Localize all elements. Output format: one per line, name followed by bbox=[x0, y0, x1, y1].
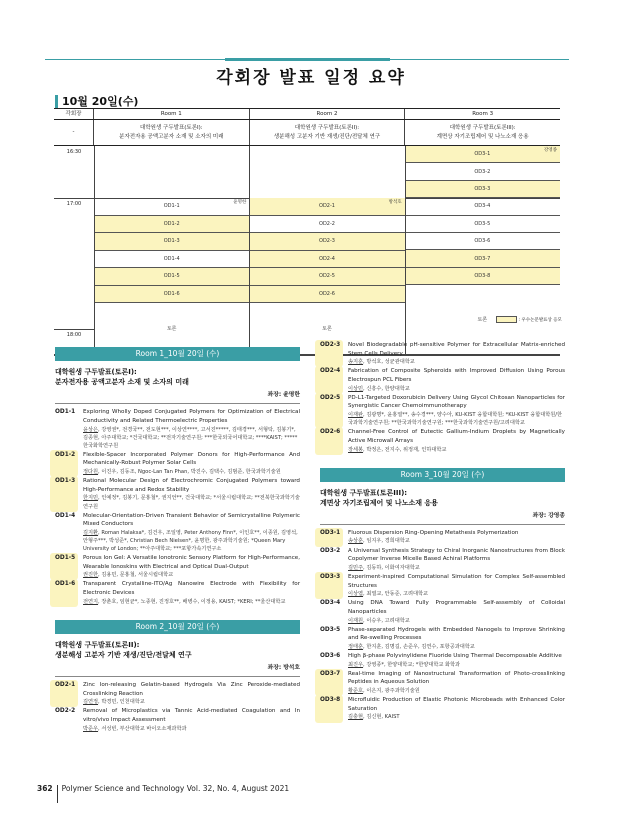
slot-code: OD2-5 bbox=[319, 273, 335, 280]
talk-entry bbox=[320, 626, 565, 651]
session-title-line1: 대학원생 구두발표(토론III): bbox=[320, 488, 408, 497]
talk-title: Fluorous Dispersion Ring-Opening Metathesis Polymerization bbox=[348, 529, 519, 536]
talk-authors bbox=[83, 468, 300, 476]
slot-code: OD1-1 bbox=[163, 203, 180, 210]
talk-code: OD1-6 bbox=[55, 580, 83, 605]
schedule-slot[interactable] bbox=[94, 286, 249, 304]
presenter-name: 김민주 bbox=[348, 564, 364, 571]
talk-body bbox=[83, 554, 300, 579]
talk-code: OD1-2 bbox=[55, 451, 83, 476]
talk-title: Flexible-Spacer Incorporated Polymer Donors for High-Performance And Mechanically-Robust Polymer Solar Cells bbox=[83, 451, 300, 467]
presenter-name: 한지민 bbox=[83, 495, 99, 502]
session-room-1 bbox=[94, 120, 250, 145]
schedule-slot[interactable] bbox=[249, 286, 404, 304]
slot-code: 토론 bbox=[477, 317, 488, 324]
talk-body bbox=[83, 681, 300, 706]
talk-code: OD3-3 bbox=[320, 573, 348, 598]
coauthors: , 김광명*, 윤홍열**, 송수경***, 양수아, KU-KIST 융합대학원; *KU-KIST 융합대학원/한국과학기술연구원; **한국과학기술연구원; ***한국과학기술연구원/고려대학교 bbox=[348, 412, 563, 427]
coauthors: , 서성빈, 부산대학교 바이오소재과학과 bbox=[98, 725, 187, 732]
coauthors: , 김동하, 이화여자대학교 bbox=[363, 564, 420, 571]
page-title: 각회장 발표 일정 요약 bbox=[216, 68, 406, 88]
presenter-name: 정다원 bbox=[83, 469, 99, 476]
schedule-slot[interactable] bbox=[94, 216, 249, 234]
talk-entry bbox=[55, 512, 300, 554]
talk-code: OD3-1 bbox=[320, 529, 348, 546]
schedule-slot[interactable] bbox=[405, 216, 560, 233]
date-heading-text: 10월 20일(수) bbox=[62, 95, 139, 108]
talk-title: Rational Molecular Design of Electrochromic Conjugated Polymers toward High-Performance and Redox Stability bbox=[83, 478, 300, 493]
presenter-name: 윤상은 bbox=[83, 426, 99, 433]
talk-body bbox=[348, 341, 565, 366]
coauthors: , 강영권*, 전경국**, 전도현***, 이상연****, 고서진*****, 김태경***, 서형탁, 김봉기*, 김종현, 아주대학교; *건국대학교; **전자기술연구원; ***한국외국어대학교; ****KAIST; *****한국화학연구원 bbox=[83, 426, 298, 449]
talk-authors bbox=[83, 598, 300, 606]
talk-code: OD1-5 bbox=[55, 554, 83, 579]
talk-title: High β-phase Polyvinylidene Fluoride Using Thermal Decomposable Additive bbox=[348, 653, 562, 660]
talk-title: Microfluidic Production of Elastic Photonic Microbeads with Enhanced Color Saturation bbox=[348, 697, 565, 712]
talk-entry bbox=[320, 652, 565, 669]
presenter-name: 송지훈 bbox=[348, 359, 364, 366]
schedule-slot[interactable] bbox=[249, 216, 404, 234]
talk-authors bbox=[348, 411, 565, 427]
room-section-header bbox=[320, 468, 565, 525]
schedule-slot[interactable] bbox=[94, 198, 249, 216]
presenter-name: 김연정 bbox=[83, 699, 99, 706]
talk-authors bbox=[83, 494, 300, 510]
coauthors: , 박경민, 인천대학교 bbox=[98, 699, 145, 706]
slot-code: OD3-5 bbox=[474, 220, 491, 227]
talk-title: Porous Ion Gel: A Versatile Ionotronic Sensory Platform for High-Performance, Wearable Ionoskins with Electrical and Optical Dual-Output bbox=[83, 555, 300, 570]
legend bbox=[496, 316, 563, 323]
talk-code: OD3-2 bbox=[320, 547, 341, 554]
talk-title: Phase-separated Hydrogels with Embedded Nanogels to Improve Shrinking and Re-swelling Processes bbox=[348, 626, 565, 642]
legend-text: : 우수논문발표상 응모 bbox=[518, 317, 562, 323]
header-room-1: Room 1 bbox=[94, 109, 250, 119]
grid-divider bbox=[249, 146, 250, 354]
talk-entry bbox=[320, 428, 565, 453]
session-title-line2: 생분해성 고분자 기반 재생/진단/전달체 연구 bbox=[55, 650, 192, 659]
coauthors: , 이승우, 고려대학교 bbox=[363, 617, 410, 624]
talk-authors bbox=[348, 661, 565, 669]
presenter-name: 김충현 bbox=[348, 714, 364, 721]
talk-body bbox=[83, 451, 300, 476]
right-column bbox=[320, 341, 565, 723]
schedule-slot[interactable] bbox=[249, 233, 404, 251]
slot-code: OD2-6 bbox=[319, 290, 335, 297]
schedule-grid bbox=[54, 146, 560, 354]
session-chair: 좌장: 방석호 bbox=[55, 664, 300, 677]
talk-code: OD1-4 bbox=[55, 512, 76, 519]
page-number: 362 bbox=[37, 784, 53, 793]
talk-title: Experiment-inspired Computational Simulation for Complex Self-assembled Structures bbox=[348, 573, 565, 589]
slot-code: OD2-3 bbox=[319, 238, 335, 245]
slot-code: OD3-8 bbox=[474, 272, 491, 279]
talk-entry bbox=[55, 707, 300, 732]
talk-authors bbox=[83, 725, 300, 733]
talk-authors bbox=[83, 571, 300, 579]
talk-title: Real-time Imaging of Nanostructural Transformation of Photo-crosslinking Peptides in Aqueous Solution bbox=[348, 670, 565, 686]
talk-authors bbox=[348, 713, 565, 721]
session-label: - bbox=[54, 120, 94, 145]
slot-code: OD2-4 bbox=[319, 255, 335, 262]
schedule-slot[interactable] bbox=[94, 268, 249, 286]
coauthors: , 임지우, 경희대학교 bbox=[363, 538, 410, 545]
talk-authors bbox=[83, 698, 300, 706]
session-title-line2: 계면상 자기조립제어 및 나노소재 응용 bbox=[320, 498, 438, 507]
grid-divider bbox=[405, 146, 406, 354]
talk-body bbox=[348, 626, 565, 651]
talk-body bbox=[348, 696, 565, 721]
coauthors: , 장춘호, 임현균*, 노종현, 진정호**, 배병수, 이정용, KAIST; *KERI; **울산대학교 bbox=[98, 598, 286, 605]
time-1700: 17:00 bbox=[66, 201, 82, 207]
talk-authors bbox=[348, 537, 565, 545]
coauthors: , 강영종*, 한양대학교; *한양대학교 화학과 bbox=[363, 661, 461, 668]
slot-code: OD1-3 bbox=[163, 238, 180, 245]
talk-title: Fabrication of Composite Spheroids with Improved Diffusion Using Porous Electrospun PCL Fibers bbox=[348, 368, 565, 384]
schedule-slot[interactable] bbox=[249, 268, 404, 286]
session-room-3-line1: 대학원생 구두발표(토론III): bbox=[449, 125, 516, 132]
session-chair: 좌장: 윤명한 bbox=[55, 391, 300, 404]
talk-title: Transparent Crystalline-ITO/Ag Nanowire Electrode with Flexibility for Electronic Devices bbox=[83, 581, 300, 597]
time-1630: 16:30 bbox=[66, 149, 82, 155]
slot-code: OD1-4 bbox=[163, 255, 180, 262]
schedule-slot[interactable] bbox=[94, 251, 249, 269]
presenter-name: 이재원 bbox=[348, 617, 364, 624]
time-1800: 18:00 bbox=[66, 332, 82, 338]
coauthors: , 한지훈, 김명길, 손준우, 김연수, 포항공과대학교 bbox=[363, 643, 475, 650]
schedule-slot[interactable] bbox=[405, 163, 560, 180]
room-section-header bbox=[55, 620, 300, 677]
talk-entry bbox=[55, 580, 300, 605]
talk-authors bbox=[83, 529, 300, 553]
talk-body bbox=[83, 512, 300, 554]
talk-authors bbox=[348, 643, 565, 651]
talk-code: OD2-1 bbox=[55, 681, 83, 706]
room-banner: Room 3_10월 20일 (수) bbox=[320, 468, 565, 482]
talk-entry bbox=[55, 408, 300, 450]
grid-divider bbox=[94, 146, 95, 354]
talk-code: OD3-4 bbox=[320, 600, 341, 607]
slot-code: OD2-1 bbox=[319, 203, 335, 210]
talk-entry bbox=[320, 573, 565, 598]
coauthors: , 최열교, 안동준, 고려대학교 bbox=[363, 591, 429, 598]
slot-code: OD3-6 bbox=[474, 238, 491, 245]
slot-code: 토론 bbox=[166, 326, 177, 332]
talk-title: PD-L1-Targeted Doxorubicin Delivery Using Glycol Chitosan Nanoparticles for Synergistic Cancer Chemoimmunotherapy bbox=[348, 394, 565, 410]
schedule-slot[interactable] bbox=[94, 233, 249, 251]
talk-title: Exploring Wholly Doped Conjugated Polymers for Optimization of Electrical Conductivity and Related Thermoelectric Properties bbox=[83, 409, 300, 424]
schedule-table bbox=[54, 108, 560, 354]
journal-info: Polymer Science and Technology Vol. 32, No. 4, August 2021 bbox=[61, 784, 290, 793]
talk-code: OD2-3 bbox=[320, 341, 348, 366]
presenter-name: 권진한 bbox=[83, 572, 99, 579]
footer-separator bbox=[57, 785, 58, 803]
talk-title: Zinc Ion-releasing Gelatin-based Hydrogels Via Zinc Peroxide-mediated Crosslinking Reaction bbox=[83, 682, 300, 697]
schedule-slot[interactable] bbox=[405, 250, 560, 267]
schedule-slot[interactable] bbox=[249, 251, 404, 269]
slot-chair: 윤명한 bbox=[233, 200, 247, 205]
schedule-slot[interactable] bbox=[405, 198, 560, 215]
talk-title: A Universal Synthesis Strategy to Chiral Inorganic Nanostructures from Block Copolymer Inverse Micelle Based Achiral Platforms bbox=[348, 547, 565, 563]
talk-entry bbox=[320, 529, 565, 546]
room-banner: Room 1_10월 20일 (수) bbox=[55, 347, 300, 361]
talk-entry bbox=[320, 547, 565, 572]
talk-code: OD3-5 bbox=[320, 626, 341, 633]
header-room-3: Room 3 bbox=[472, 110, 494, 117]
talk-authors bbox=[348, 564, 565, 572]
schedule-header-row bbox=[54, 108, 560, 120]
presenter-name: 장세봉 bbox=[348, 446, 364, 453]
presenter-name: 최진우 bbox=[348, 661, 364, 668]
talk-entry bbox=[55, 554, 300, 579]
session-chair: 좌장: 강영종 bbox=[320, 512, 565, 525]
talk-authors bbox=[348, 590, 565, 598]
talk-authors bbox=[83, 426, 300, 450]
slot-code: OD2-2 bbox=[319, 220, 335, 227]
talk-body bbox=[83, 707, 300, 732]
talk-body bbox=[83, 408, 300, 450]
legend-swatch bbox=[496, 316, 517, 323]
talk-entry bbox=[55, 451, 300, 476]
coauthors: , 박정은, 전지수, 위정재, 인하대학교 bbox=[363, 446, 447, 453]
coauthors: , 인예정*, 김봉기, 문홍철*, 권지언**, 건국대학교; *서울시립대학교; **전북한국과학기술연구원 bbox=[83, 495, 300, 510]
left-column bbox=[55, 347, 300, 734]
slot-chair: 강영종 bbox=[543, 148, 557, 153]
room-banner: Room 2_10월 20일 (수) bbox=[55, 620, 300, 634]
talk-entry bbox=[320, 670, 565, 695]
talk-code: OD3-7 bbox=[320, 670, 348, 695]
date-heading bbox=[55, 93, 138, 109]
presenter-name: 이상엽 bbox=[348, 591, 364, 598]
session-room-3 bbox=[405, 120, 560, 145]
room-section-header bbox=[55, 347, 300, 404]
coauthors: , 김신현, KAIST bbox=[363, 714, 400, 721]
talk-title: Channel-Free Control of Eutectic Gallium-Indium Droplets by Magnetically Active Microwall Arrays bbox=[348, 429, 565, 444]
talk-title: Novel Biodegradable pH-sensitive Polymer for Extracellular Matrix-enriched Stem Cells Delivery bbox=[348, 342, 565, 357]
talk-body bbox=[83, 477, 300, 510]
slot-code: OD1-5 bbox=[163, 273, 180, 280]
slot-code: OD1-2 bbox=[163, 220, 180, 227]
session-title-line2: 분자전자용 공액고분자 소재 및 소자의 미래 bbox=[55, 378, 189, 387]
presenter-name: 박준우 bbox=[83, 725, 99, 732]
top-rule-accent bbox=[225, 58, 390, 61]
talk-authors bbox=[348, 617, 565, 625]
schedule-session-row bbox=[54, 120, 560, 146]
talk-code: OD2-4 bbox=[320, 367, 348, 392]
talk-title: Using DNA Toward Fully Programmable Self-assembly of Colloidal Nanoparticles bbox=[348, 600, 565, 615]
talk-body bbox=[348, 428, 565, 453]
talk-code: OD2-6 bbox=[320, 428, 348, 453]
talk-body bbox=[348, 367, 565, 392]
talk-code: OD3-8 bbox=[320, 696, 348, 721]
slot-code: OD3-1 bbox=[474, 151, 491, 158]
presenter-name: 이상민 bbox=[348, 385, 364, 392]
talk-entry bbox=[320, 599, 565, 624]
schedule-slot[interactable] bbox=[405, 181, 560, 198]
talk-code: OD2-5 bbox=[320, 394, 348, 427]
discussion-slot[interactable] bbox=[94, 304, 249, 354]
session-title-line1: 대학원생 구두발표(토론I): bbox=[55, 368, 137, 376]
talk-authors bbox=[348, 385, 565, 393]
presenter-name: 전연지 bbox=[83, 598, 99, 605]
talk-code: OD3-6 bbox=[320, 653, 341, 660]
talk-authors bbox=[348, 446, 565, 454]
slot-code: OD3-2 bbox=[474, 168, 491, 175]
session-room-3-line2: 계면상 자기조립제어 및 나노소재 응용 bbox=[436, 133, 529, 140]
talk-code: OD2-2 bbox=[55, 708, 76, 715]
heading-bar bbox=[55, 95, 58, 108]
session-title-line1: 대학원생 구두발표(토론II): bbox=[55, 640, 140, 649]
talk-entry bbox=[320, 341, 565, 366]
schedule-slot[interactable] bbox=[405, 268, 560, 285]
grid-line bbox=[54, 329, 94, 330]
coauthors: , 김용민, 문홍철, 서울시립대학교 bbox=[98, 572, 174, 579]
session-room-1-line2: 분자전자용 공액고분자 소재 및 소자의 미래 bbox=[119, 133, 224, 140]
slot-code: OD3-7 bbox=[474, 255, 491, 262]
talk-body bbox=[348, 573, 565, 598]
coauthors: , Roman Halaksa*, 김건우, 조일영, Peter Anthony Finn*, 이인호**, 이종원, 김영석, 안형주***, 박성준*, Christian Bech Nielsen*, 윤명한, 광주과학기술원; *Queen Mary University of London; **아주대학교; ***포항가속기연구소 bbox=[83, 529, 298, 553]
talk-body bbox=[83, 580, 300, 605]
presenter-name: 황준호 bbox=[348, 688, 364, 695]
presenter-name: 김지환 bbox=[83, 529, 99, 536]
presenter-name: 이재완 bbox=[348, 412, 364, 419]
talk-title: Removal of Microplastics via Tannic Acid-mediated Coagulation and In vitro/vivo Impact Assessment bbox=[83, 708, 300, 724]
coauthors: , 신흥수, 한양대학교 bbox=[363, 385, 410, 392]
header-room-2: Room 2 bbox=[250, 109, 406, 119]
schedule-slot[interactable] bbox=[405, 146, 560, 163]
talk-body bbox=[348, 652, 565, 669]
talk-body bbox=[348, 529, 565, 546]
presenter-name: 정태훈 bbox=[348, 643, 364, 650]
slot-code: OD3-3 bbox=[474, 185, 491, 192]
talk-entry bbox=[320, 394, 565, 427]
slot-code: OD3-4 bbox=[474, 203, 491, 210]
coauthors: , 방석호, 성균관대학교 bbox=[363, 359, 415, 366]
talk-entry bbox=[320, 696, 565, 721]
header-label: 각회장 bbox=[54, 109, 94, 119]
talk-body bbox=[348, 670, 565, 695]
session-room-2-line2: 생분해성 고분자 기반 재생/진단/전달체 연구 bbox=[273, 133, 381, 140]
coauthors: , 이은지, 광주과학기술원 bbox=[363, 688, 420, 695]
presenter-name: 송상훈 bbox=[348, 538, 364, 545]
talk-body bbox=[348, 394, 565, 427]
talk-title: Molecular-Orientation-Driven Transient Behavior of Semicrystalline Polymeric Mixed Conductors bbox=[83, 512, 300, 528]
schedule-slot[interactable] bbox=[405, 233, 560, 250]
slot-code: 토론 bbox=[322, 326, 332, 332]
talk-code: OD1-3 bbox=[55, 477, 83, 510]
session-room-1-line1: 대학원생 구두발표(토론I): bbox=[140, 125, 203, 132]
talk-entry bbox=[320, 367, 565, 392]
talk-body bbox=[348, 599, 565, 624]
session-room-2 bbox=[250, 120, 406, 145]
coauthors: , 이진우, 김동조, Ngoc-Lan Tan Phan, 박진수, 김택수, 김범준, 한국과학기술원 bbox=[98, 469, 281, 476]
session-room-2-line1: 대학원생 구두발표(토론II): bbox=[294, 125, 360, 132]
talk-code: OD1-1 bbox=[55, 409, 76, 416]
talk-authors bbox=[348, 687, 565, 695]
slot-chair: 방석호 bbox=[388, 200, 402, 205]
talk-body bbox=[348, 547, 565, 572]
talk-entry bbox=[55, 681, 300, 706]
footer bbox=[37, 784, 289, 803]
schedule-slot[interactable] bbox=[249, 198, 404, 216]
talk-authors bbox=[348, 358, 565, 366]
slot-code: OD1-6 bbox=[163, 290, 180, 297]
talk-entry bbox=[55, 477, 300, 510]
